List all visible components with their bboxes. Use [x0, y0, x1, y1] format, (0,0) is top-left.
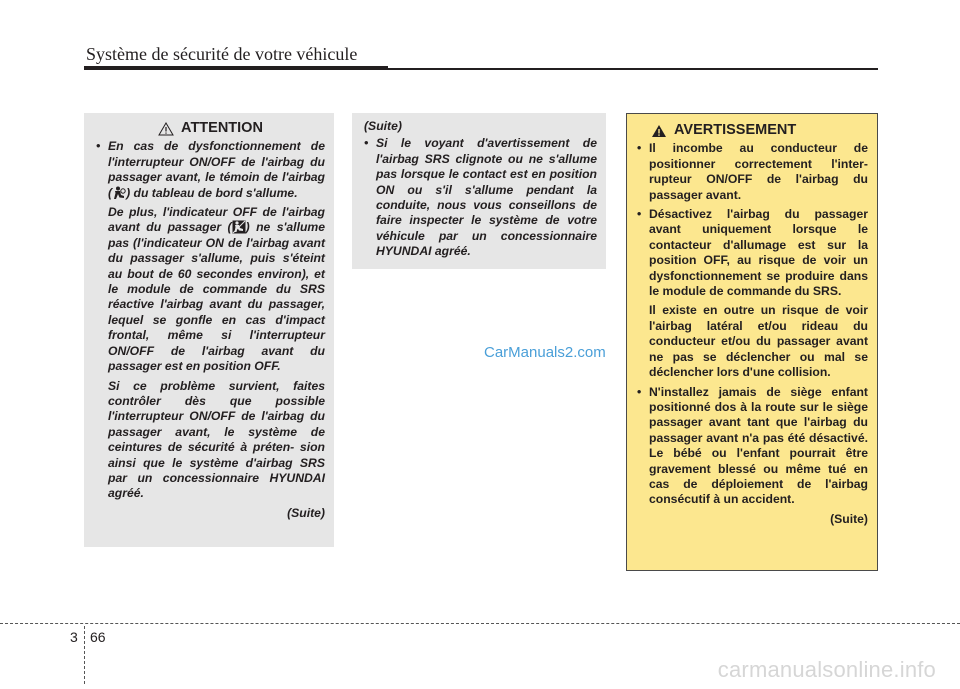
attention-title: ATTENTION: [181, 120, 263, 136]
chapter-number: 3: [70, 629, 78, 645]
continued-label: (Suite): [364, 119, 402, 133]
airbag-off-icon: [232, 220, 246, 234]
watermark-text: CarManuals2.com: [484, 344, 606, 361]
warning-bullet-3-text: N'installez jamais de siège enfant positionné dos à la route sur le siège passager avant tant que l'airbag du passager avant n'a pas été désactivé. Le bébé ou l'enfant pourrait être gravement blessé ou même tué en cas de déploiement de l'airbag consécutif à un accident.: [649, 384, 868, 507]
attention-box: [84, 113, 334, 547]
attention-header: [96, 121, 325, 136]
continued-bullet-text: Si le voyant d'avertissement de l'airbag SRS clignote ou ne s'allume pas lorsque le contact est en position ON ou s'il s'allume pendant la conduite, nous vous conseillons de faire inspecter le système de votre véhicule par un concessionnaire HYUNDAI agréé.: [376, 136, 597, 259]
warning-bullet-2-text: Désactivez l'airbag du passager avant uniquement lorsque le contacteur d'allumage est sur la position OFF, au risque de voir un dysfonctionnement se produire dans le module de commande du SRS.: [649, 207, 868, 299]
warning-bullet-2: • Désactivez l'airbag du passager avant uniquement lorsque le contacteur d'allumage est sur la position OFF, au risque de voir un dysfonctionnement se produire dans le module de commande du SRS.: [637, 207, 868, 299]
footer-watermark-url: carmanualsonline.info: [717, 657, 936, 682]
attention-bullet-text-end: ) du tableau de bord s'allume.: [126, 185, 298, 200]
attention-p2-end: ) ne s'allume pas (l'indicateur ON de l'airbag avant du passager s'allume, puis s'éteint au bout de 60 secondes environ), et le module de commande du SRS réactive l'airbag avant du passager, lequel se gonfle en cas d'impact frontal, même si l'interrupteur ON/OFF de l'airbag avant du passager est en position OFF.: [108, 220, 326, 374]
warning-header: [637, 123, 868, 138]
warning-bullet-3: • N'installez jamais de siège enfant positionné dos à la route sur le siège passager avant tant que l'airbag du passager avant n'a pas été désactivé. Le bébé ou l'enfant pourrait être gravement blessé ou même tué en cas de déploiement de l'airbag consécutif à un accident.: [637, 384, 868, 507]
attention-paragraph-2: [96, 205, 325, 374]
attention-p2-start: De plus, l'indicateur OFF de l'airbag avant du passager (: [108, 205, 325, 235]
footer-vertical-rule: [84, 626, 85, 684]
continued-bullet: • Si le voyant d'avertissement de l'airbag SRS clignote ou ne s'allume pas lorsque le contact est en position ON ou s'il s'allume pendant la conduite, nous vous conseillons de faire inspecter le système de votre véhicule par un concessionnaire HYUNDAI agréé.: [364, 136, 597, 259]
warning-triangle-icon: [651, 124, 667, 138]
attention-bullet-text-start: En cas de dysfonctionnement de l'interrupteur ON/OFF de l'airbag du passager avant, le témoin de l'airbag (: [108, 139, 325, 200]
header-rule-thick: [84, 66, 388, 70]
airbag-person-icon: [112, 186, 126, 200]
warning-box: [626, 113, 878, 571]
page-header-title: Système de sécurité de votre véhicule: [86, 44, 358, 64]
attention-suite: (Suite): [287, 505, 325, 520]
warning-title: AVERTISSEMENT: [674, 122, 797, 138]
warning-bullet-2-paragraph: Il existe en outre un risque de voir l'airbag latéral et/ou rideau du conducteur et/ou du passager avant ne pas se déclencher ou mal se déclencher lors d'une collision.: [649, 303, 868, 380]
caution-triangle-icon: [158, 122, 174, 136]
header-rule-thin: [388, 68, 878, 70]
warning-bullet-1-text: Il incombe au conducteur de positionner correctement l'inter- rupteur ON/OFF de l'airbag du passager avant.: [649, 141, 868, 202]
continued-box: [352, 113, 606, 269]
page-number: 66: [90, 629, 106, 645]
footer-dashed-rule: [0, 623, 960, 624]
attention-paragraph-3: Si ce problème survient, faites contrôler dès que possible l'interrupteur ON/OFF de l'airbag du passager avant, le système de ceintures de sécurité à préten- sion ainsi que le système d'airbag SRS par un concessionnaire HYUNDAI agréé.: [108, 378, 325, 501]
warning-suite: (Suite): [830, 511, 868, 526]
attention-bullet: • En cas de dysfonctionnement de l'interrupteur ON/OFF de l'airbag du passager avant, le témoin de l'airbag ( ) du tableau de bord s'allume.: [96, 139, 325, 200]
warning-bullet-1: • Il incombe au conducteur de positionner correctement l'inter- rupteur ON/OFF de l'airbag du passager avant.: [637, 141, 868, 202]
